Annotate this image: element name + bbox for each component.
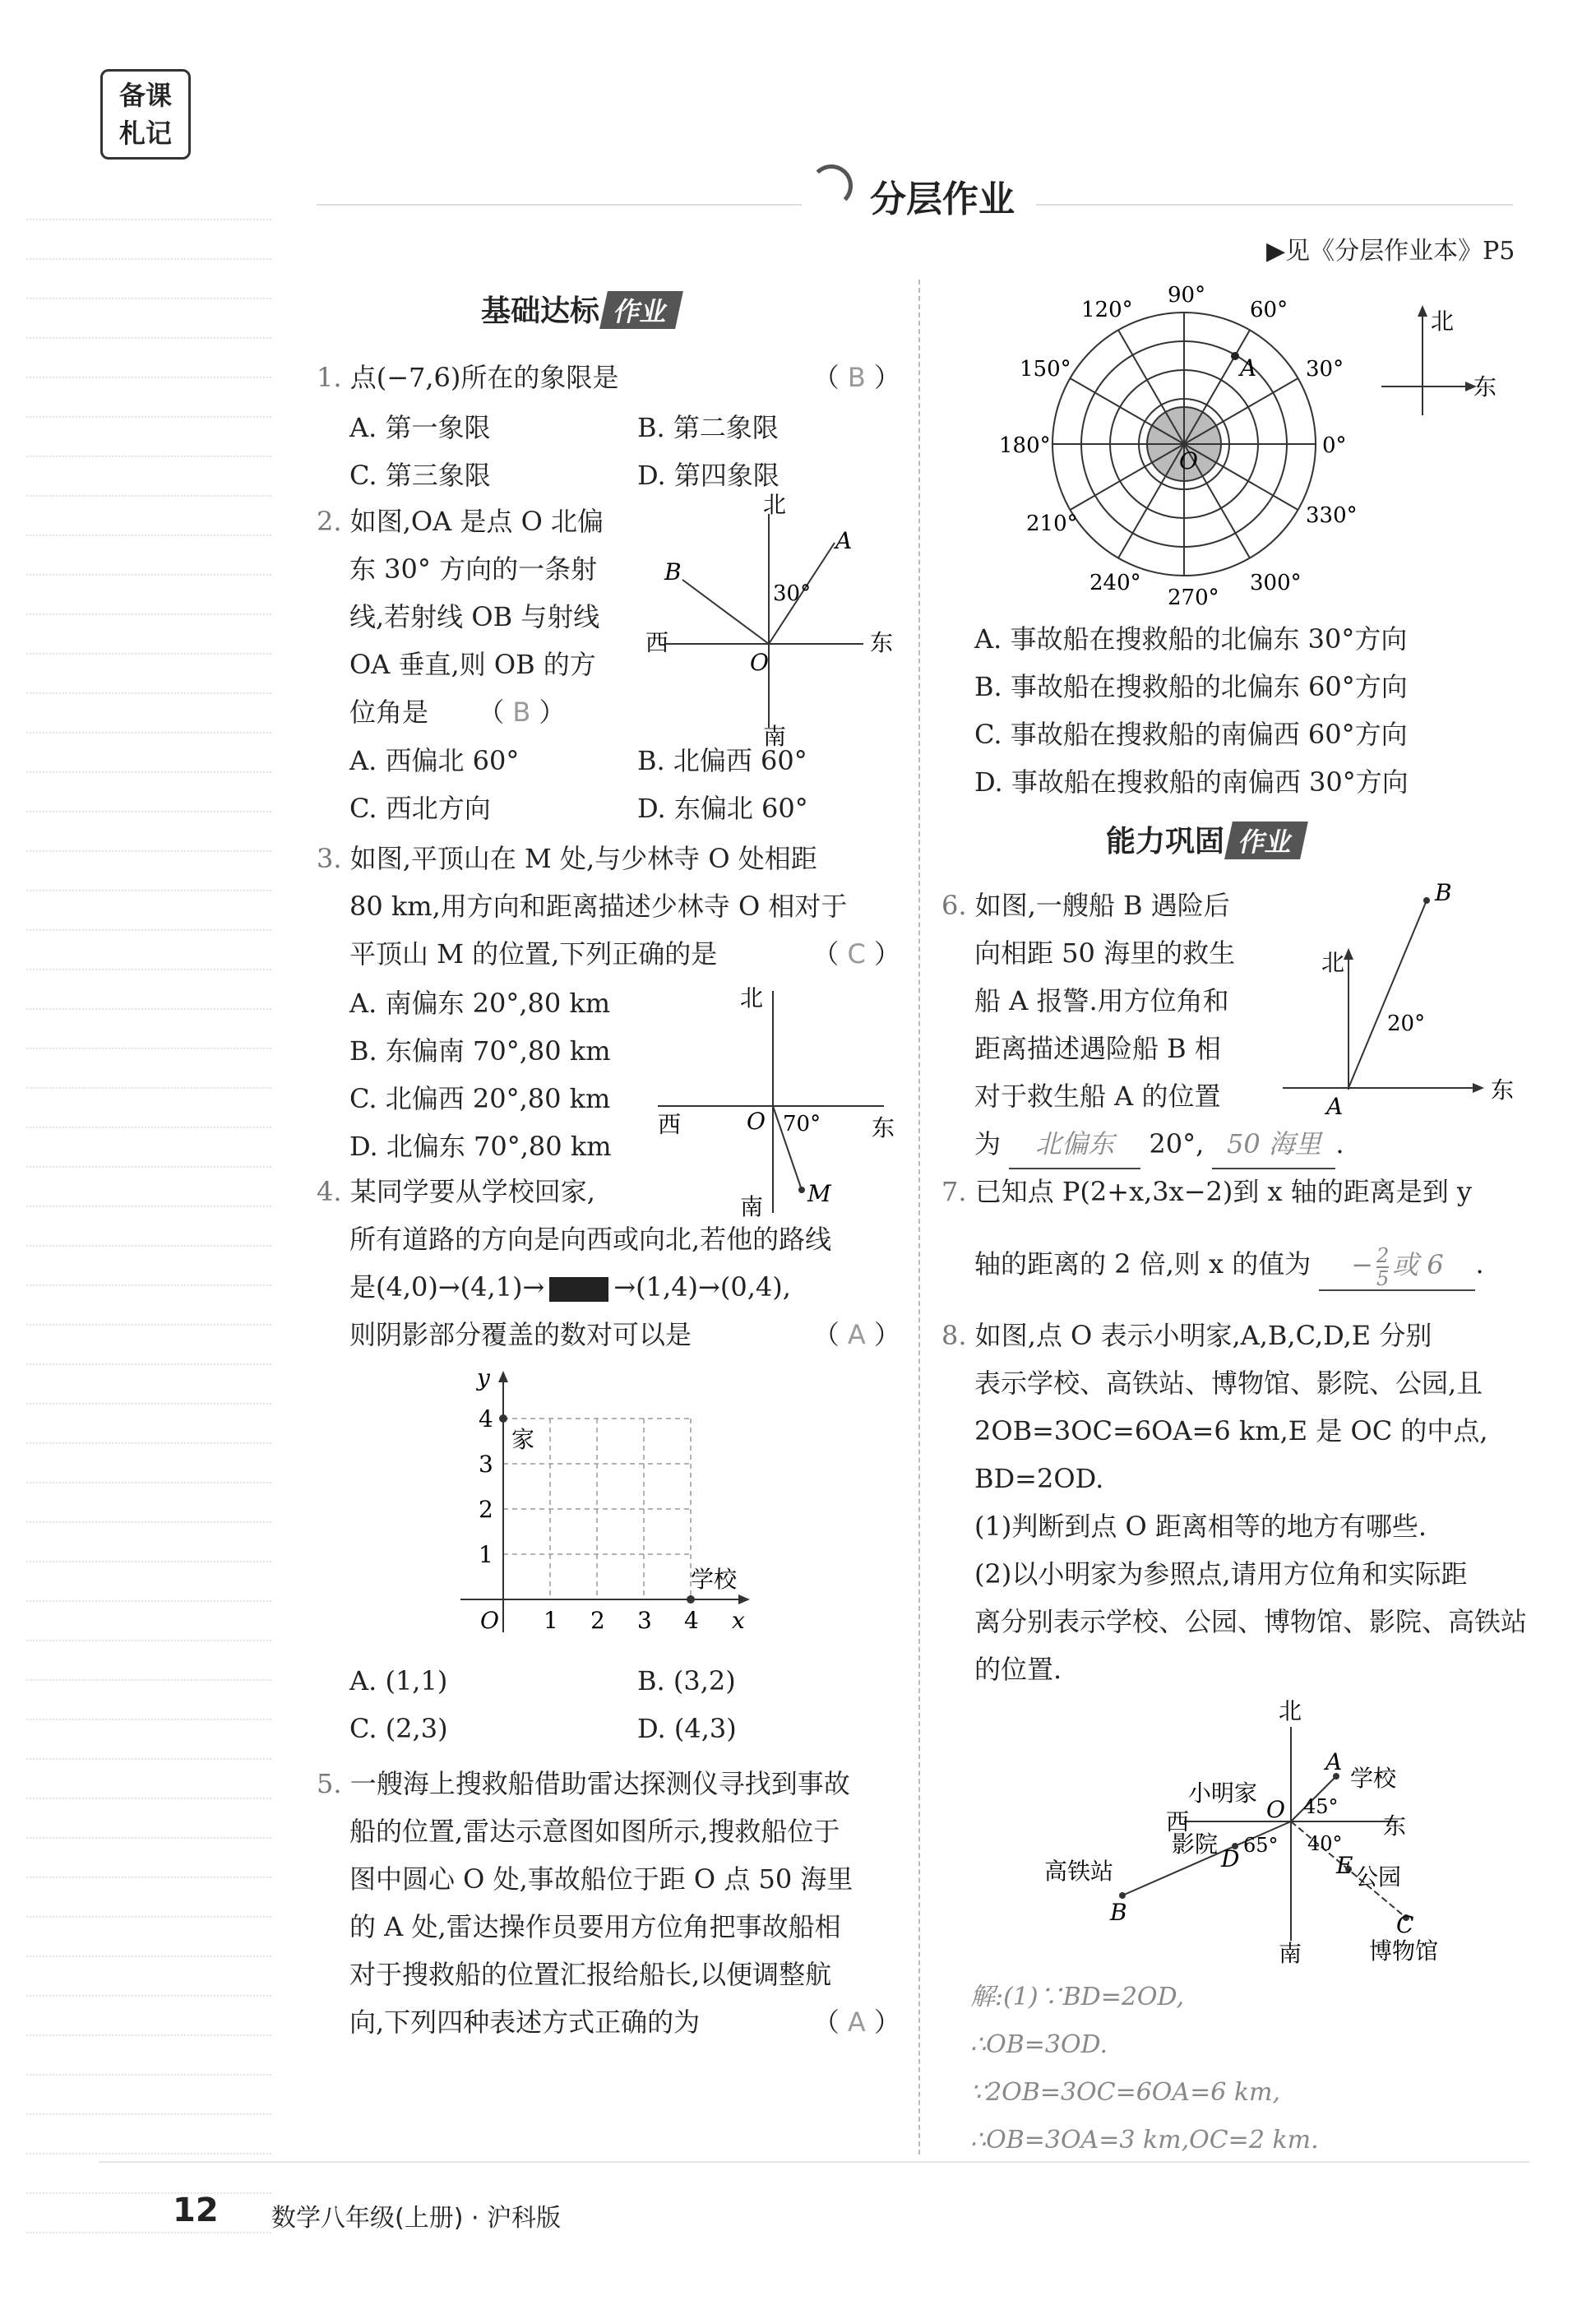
q6-angle-label: 20° [1387,1011,1426,1036]
q2-north: 北 [763,491,787,518]
q2-a-label: A [835,527,853,554]
q6-east: 东 [1491,1076,1515,1104]
question-8-line-6: (2)以小明家为参照点,请用方位角和实际距 [974,1558,1468,1590]
radar-label-150: 150° [1020,357,1071,382]
question-5-line-5: 对于搜救船的位置汇报给船长,以便调整航 [349,1959,832,1990]
q8-park-label: 公园 [1355,1863,1402,1891]
q5-option-d: D. 事故船在搜救船的南偏西 30°方向 [974,766,1409,798]
question-7-line-1: 已知点 P(2+x,3x−2)到 x 轴的距离是到 y [974,1176,1472,1207]
question-4-line-1: 某同学要从学校回家, [349,1176,595,1207]
play-icon: ▶ [1266,237,1286,266]
question-1-number: 1. [317,362,342,393]
question-6-line-5: 对于救生船 A 的位置 [974,1081,1221,1112]
q4-option-a: A. (1,1) [349,1665,448,1696]
question-7-denominator: 5 [1376,1266,1390,1290]
question-1-text: 点(−7,6)所在的象限是 [349,362,619,393]
question-7-fraction [1376,1245,1389,1289]
q4-x-axis-label: x [732,1607,745,1634]
question-8-line-8: 的位置. [974,1654,1062,1685]
compass-figure [1381,300,1505,424]
radar-label-330: 330° [1306,503,1358,528]
question-4 [317,1168,900,1358]
question-7-answer-rest: 或 6 [1392,1249,1444,1281]
q1-option-c: C. 第三象限 [349,460,491,491]
q2-option-b: B. 北偏西 60° [637,745,807,776]
q8-home-label: 小明家 [1188,1780,1258,1807]
q1-option-b: B. 第二象限 [637,412,779,443]
q4-y-tick-2: 2 [479,1496,493,1523]
q8-o-label: O [1266,1796,1285,1823]
q5-option-c: C. 事故船在搜救船的南偏西 60°方向 [974,719,1408,750]
note-label-1: 备课 [118,80,172,111]
question-1-answer: （ B ） [812,362,900,393]
radar-label-60: 60° [1250,298,1288,322]
question-6-blank-1: 北偏东 [1009,1120,1140,1169]
question-3-line-3: 平顶山 M 的位置,下列正确的是 [349,938,718,970]
question-5-line-3: 图中圆心 O 处,事故船位于距 O 点 50 海里 [349,1863,854,1895]
section-ability-title: 能力巩固 [1106,825,1225,859]
question-8-line-2: 表示学校、高铁站、博物馆、影院、公园,且 [974,1368,1483,1399]
question-6-mid: 20°, [1149,1128,1205,1159]
question-4-line-2: 所有道路的方向是向西或向北,若他的路线 [349,1224,832,1255]
question-7-end: . [1475,1248,1484,1280]
question-7-line-2: 轴的距离的 2 倍,则 x 的值为 [974,1248,1311,1280]
question-8-number: 8. [941,1320,967,1351]
question-1-answer-value: B [847,362,866,393]
question-8-line-3: 2OB=3OC=6OA=6 km,E 是 OC 的中点, [974,1415,1488,1446]
q8-d-label: D [1221,1845,1240,1872]
q4-y-tick-1: 1 [479,1541,493,1568]
q3-m-label: M [807,1180,831,1207]
question-8-line-7: 离分别表示学校、公园、博物馆、影院、高铁站 [974,1606,1528,1637]
solution-line-2: ∴OB=3OD. [970,2030,1108,2059]
q4-option-c: C. (2,3) [349,1713,448,1744]
q8-south: 南 [1279,1940,1302,1967]
question-6-answer-line [974,1120,1402,1169]
question-4-number: 4. [317,1176,342,1207]
section-basic [481,288,679,330]
question-7-numerator: 2 [1376,1243,1390,1267]
q4-grid-figure [444,1361,756,1645]
solution-line-3: ∵2OB=3OC=6OA=6 km, [970,2078,1280,2107]
q2-figure [645,491,896,750]
question-3-answer-value: C [847,938,866,970]
notes-lines [26,181,271,2233]
question-6-blank-2: 50 海里 [1212,1120,1335,1169]
header-rule-left [317,204,802,206]
question-2-line-4: OA 垂直,则 OB 的方 [349,649,596,680]
compass-north: 北 [1431,308,1455,335]
compass-east: 东 [1473,373,1497,400]
homework-ref-text: 见《分层作业本》P5 [1285,237,1515,266]
q3-west: 西 [658,1111,682,1138]
q8-c-label: C [1396,1911,1414,1938]
question-4-answer: （ A ） [812,1319,900,1350]
question-3-line-2: 80 km,用方向和距离描述少林寺 O 相对于 [349,891,848,922]
q8-school-label: 学校 [1350,1765,1397,1792]
q6-a-label: A [1326,1093,1344,1120]
page-title: 分层作业 [870,178,1015,220]
note-label-2: 札记 [118,118,172,149]
q8-solution [970,1974,1319,2164]
question-5-line-1: 一艘海上搜救船借助雷达探测仪寻找到事故 [349,1768,850,1799]
question-6 [941,882,1295,1120]
question-6-prefix: 为 [974,1128,1002,1159]
header-swirl-icon [810,164,853,207]
question-3 [317,835,900,978]
section-basic-title: 基础达标 [481,294,600,328]
radar-label-120: 120° [1081,298,1133,322]
question-7-blank [1319,1241,1475,1291]
q2-angle-label: 30° [773,581,812,606]
question-4-answer-value: A [847,1319,866,1350]
question-5-line-6: 向,下列四种表述方式正确的为 [349,2006,701,2038]
q4-home-label: 家 [511,1426,535,1453]
q2-o-label: O [750,649,769,676]
question-6-number: 6. [941,890,967,921]
question-6-line-4: 距离描述遇险船 B 相 [974,1033,1221,1064]
radar-label-180: 180° [999,433,1051,458]
q1-option-a: A. 第一象限 [349,412,491,443]
q4-y-tick-3: 3 [479,1451,493,1478]
question-4-route-start: 是(4,0)→(4,1)→ [349,1271,545,1303]
question-3-number: 3. [317,843,342,874]
q8-b-label: B [1110,1899,1127,1926]
q2-east: 东 [870,629,894,656]
section-basic-tag: 作业 [599,291,683,329]
q2-option-a: A. 西偏北 60° [349,745,520,776]
solution-line-4: ∴OB=3OA=3 km,OC=2 km. [970,2126,1319,2155]
question-2-answer: （ B ） [478,697,566,728]
q2-west: 西 [645,629,669,656]
q8-map-figure [1028,1694,1488,1974]
question-2-line-5: 位角是 [349,697,429,728]
question-1 [317,354,900,401]
header-rule-right [1036,204,1513,206]
radar-label-90: 90° [1168,283,1206,308]
q3-south: 南 [740,1193,764,1220]
radar-label-300: 300° [1250,571,1302,595]
q2-b-label: B [664,558,682,586]
shaded-box [549,1277,608,1302]
q3-east: 东 [872,1114,895,1141]
q3-angle-label: 70° [783,1112,821,1136]
q3-option-c: C. 北偏西 20°,80 km [349,1083,611,1114]
section-ability-tag: 作业 [1224,822,1308,859]
q4-x-tick-2: 2 [590,1607,605,1634]
question-2 [317,498,662,736]
q3-option-d: D. 北偏东 70°,80 km [349,1131,612,1162]
q8-north: 北 [1279,1697,1302,1724]
q2-south: 南 [763,723,787,750]
solution-line-1: 解:(1)∵BD=2OD, [970,1983,1185,2011]
radar-a-label: A [1240,354,1257,382]
homework-ref [1266,230,1515,266]
question-2-line-1: 如图,OA 是点 O 北偏 [349,506,604,537]
question-4-route-end: →(1,4)→(0,4), [613,1271,791,1303]
question-5-answer-value: A [847,2006,866,2038]
q8-e-label: E [1336,1852,1353,1879]
question-6-line-3: 船 A 报警.用方位角和 [974,985,1229,1016]
q6-b-label: B [1435,879,1452,906]
q8-angle-45: 45° [1303,1795,1339,1818]
q8-museum-label: 博物馆 [1369,1937,1439,1965]
question-8-line-5: (1)判断到点 O 距离相等的地方有哪些. [974,1511,1427,1542]
q4-origin-label: O [480,1607,499,1634]
column-divider [918,280,920,2155]
question-2-number: 2. [317,506,342,537]
radar-label-0: 0° [1322,433,1347,458]
q4-school-label: 学校 [691,1566,738,1593]
question-2-answer-value: B [512,697,531,728]
note-box [100,69,191,160]
radar-label-30: 30° [1306,357,1344,382]
question-5-answer: （ A ） [812,2006,900,2038]
question-8-line-4: BD=2OD. [974,1463,1104,1494]
radar-label-210: 210° [1026,511,1078,536]
q2-option-c: C. 西北方向 [349,793,491,824]
radar-o-label: O [1179,447,1198,474]
q4-y-tick-4: 4 [479,1405,493,1433]
q4-option-d: D. (4,3) [637,1713,737,1744]
q1-option-d: D. 第四象限 [637,460,779,491]
q3-o-label: O [747,1108,766,1135]
question-7-minus: − [1351,1249,1373,1281]
question-4-line-3: 则阴影部分覆盖的数对可以是 [349,1319,692,1350]
question-6-end: . [1335,1128,1344,1159]
radar-figure [995,284,1357,613]
question-6-line-1: 如图,一艘船 B 遇险后 [974,890,1230,921]
q8-a-label: A [1325,1748,1343,1775]
q8-station-label: 高铁站 [1044,1858,1114,1885]
question-7-number: 7. [941,1176,967,1207]
q8-cinema-label: 影院 [1172,1831,1219,1858]
q4-x-tick-1: 1 [544,1607,558,1634]
radar-label-240: 240° [1089,571,1141,595]
question-5-number: 5. [317,1768,342,1799]
q4-x-tick-4: 4 [684,1607,699,1634]
q6-north: 北 [1321,949,1345,976]
question-2-line-2: 东 30° 方向的一条射 [349,553,598,585]
question-8-line-1: 如图,点 O 表示小明家,A,B,C,D,E 分别 [974,1320,1432,1351]
q2-option-d: D. 东偏北 60° [637,793,808,824]
question-6-line-2: 向相距 50 海里的救生 [974,937,1236,969]
q8-west: 西 [1166,1808,1190,1835]
q4-x-tick-3: 3 [637,1607,652,1634]
question-2-line-3: 线,若射线 OB 与射线 [349,601,600,632]
q3-option-a: A. 南偏东 20°,80 km [349,988,611,1019]
question-5 [317,1760,900,2046]
book-title: 数学八年级(上册) · 沪科版 [271,2204,562,2233]
q5-option-b: B. 事故船在搜救船的北偏东 60°方向 [974,671,1408,702]
page-number: 12 [173,2192,219,2229]
q8-angle-40: 40° [1307,1832,1343,1855]
q8-east: 东 [1383,1812,1407,1840]
q4-option-b: B. (3,2) [637,1665,736,1696]
question-3-line-1: 如图,平顶山在 M 处,与少林寺 O 处相距 [349,843,817,874]
radar-label-270: 270° [1168,586,1219,610]
question-3-answer: （ C ） [812,938,900,970]
question-7-line-2-wrap [974,1240,1525,1291]
q5-option-a: A. 事故船在搜救船的北偏东 30°方向 [974,623,1408,655]
q3-option-b: B. 东偏南 70°,80 km [349,1035,611,1067]
q4-y-axis-label: y [477,1364,490,1391]
question-8 [941,1312,1529,1693]
section-ability [1106,818,1304,860]
footer-rule [99,2161,1529,2163]
q8-angle-65: 65° [1243,1834,1279,1857]
question-7 [941,1168,1525,1215]
q3-north: 北 [740,984,764,1011]
q6-figure [1279,876,1550,1122]
question-5-line-4: 的 A 处,雷达操作员要用方位角把事故船相 [349,1911,841,1942]
question-5-line-2: 船的位置,雷达示意图如图所示,搜救船位于 [349,1816,840,1847]
